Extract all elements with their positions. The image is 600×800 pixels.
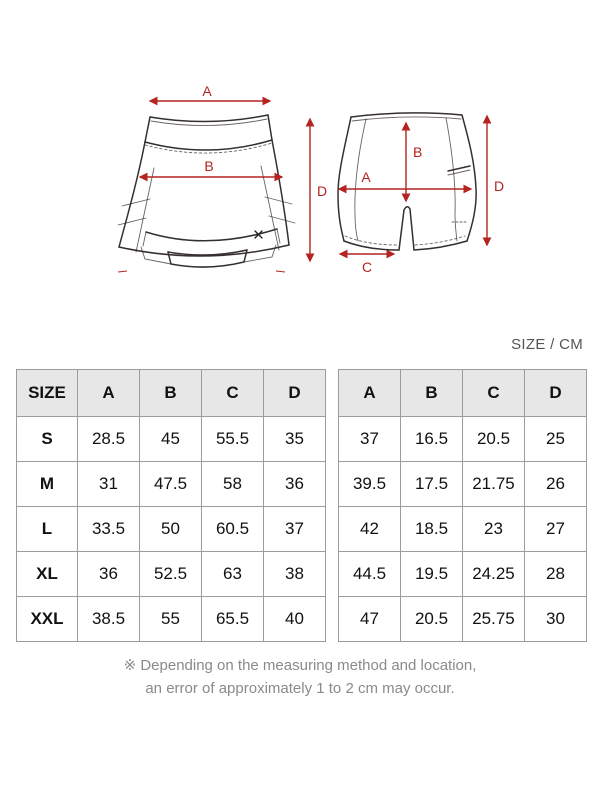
table-cell: 44.5 [339, 552, 401, 597]
table-cell: 35 [264, 417, 326, 462]
column-header-size: SIZE [17, 370, 78, 417]
table-row [339, 462, 587, 507]
table-cell: 47.5 [140, 462, 202, 507]
shorts-sketch [338, 113, 504, 275]
table-cell: 31 [78, 462, 140, 507]
table-row [17, 597, 326, 642]
table-cell: 19.5 [401, 552, 463, 597]
table-cell: 40 [264, 597, 326, 642]
table-row [17, 552, 326, 597]
shorts-label-b: B [413, 144, 423, 160]
table-cell: 39.5 [339, 462, 401, 507]
table-cell: 42 [339, 507, 401, 552]
shorts-size-table [338, 369, 587, 642]
skirt-right-gore-seam [261, 166, 279, 250]
skirt-arrow-c-cutoff [118, 271, 285, 272]
skirt-size-table [16, 369, 326, 642]
table-row [17, 507, 326, 552]
measurement-diagram [0, 0, 600, 330]
table-row [339, 507, 587, 552]
table-cell: 24.25 [463, 552, 525, 597]
column-header-b: B [140, 370, 202, 417]
size-label: M [17, 462, 78, 507]
table-header-row [17, 370, 326, 417]
column-header-b: B [401, 370, 463, 417]
skirt-waistband-top [150, 115, 268, 122]
table-cell: 60.5 [202, 507, 264, 552]
table-row [339, 597, 587, 642]
size-label: XXL [17, 597, 78, 642]
table-cell: 47 [339, 597, 401, 642]
table-cell: 65.5 [202, 597, 264, 642]
table-cell: 21.75 [463, 462, 525, 507]
shorts-waistband-top [351, 113, 462, 117]
skirt-hem-notches [143, 229, 280, 246]
column-header-c: C [202, 370, 264, 417]
table-row [339, 552, 587, 597]
table-cell: 17.5 [401, 462, 463, 507]
table-cell: 55 [140, 597, 202, 642]
column-header-a: A [78, 370, 140, 417]
table-cell: 25.75 [463, 597, 525, 642]
size-label: L [17, 507, 78, 552]
size-label: XL [17, 552, 78, 597]
table-cell: 33.5 [78, 507, 140, 552]
table-cell: 25 [525, 417, 587, 462]
table-cell: 36 [264, 462, 326, 507]
skirt-left-edge [119, 142, 145, 247]
table-cell: 27 [525, 507, 587, 552]
skirt-sketch [118, 83, 327, 272]
table-cell: 20.5 [401, 597, 463, 642]
table-cell: 18.5 [401, 507, 463, 552]
shorts-pocket-opening [448, 166, 470, 171]
table-cell: 52.5 [140, 552, 202, 597]
table-cell: 50 [140, 507, 202, 552]
size-tables [0, 369, 600, 642]
shorts-right-seam [446, 118, 457, 241]
table-cell: 26 [525, 462, 587, 507]
table-cell: 45 [140, 417, 202, 462]
footnote-line-1: ※ Depending on the measuring method and location, [123, 657, 477, 674]
skirt-hem-band-bottom [171, 262, 244, 267]
table-cell: 36 [78, 552, 140, 597]
table-row [339, 417, 587, 462]
skirt-waistband-seam [145, 140, 272, 150]
measurement-disclaimer [0, 654, 600, 700]
column-header-a: A [339, 370, 401, 417]
skirt-right-pleat-lines [265, 197, 295, 223]
table-cell: 30 [525, 597, 587, 642]
skirt-left-pleat-lines [118, 199, 150, 225]
column-header-c: C [463, 370, 525, 417]
table-cell: 38.5 [78, 597, 140, 642]
shorts-waistband-inner [352, 117, 461, 121]
table-cell: 55.5 [202, 417, 264, 462]
table-header-row [339, 370, 587, 417]
shorts-crotch [399, 207, 414, 250]
skirt-label-b: B [204, 158, 214, 174]
table-cell: 28.5 [78, 417, 140, 462]
size-label: S [17, 417, 78, 462]
table-row [17, 462, 326, 507]
skirt-label-d: D [317, 183, 328, 199]
table-cell: 37 [339, 417, 401, 462]
skirt-waistband-right [268, 115, 272, 140]
table-cell: 63 [202, 552, 264, 597]
table-cell: 28 [525, 552, 587, 597]
skirt-waistband-left [145, 117, 150, 142]
footnote-line-2: an error of approximately 1 to 2 cm may occur. [145, 680, 455, 697]
shorts-left-edge [338, 117, 351, 241]
table-row [17, 417, 326, 462]
size-unit-label: SIZE / CM [511, 336, 583, 353]
table-cell: 16.5 [401, 417, 463, 462]
skirt-hem-right-flap [244, 245, 276, 262]
shorts-label-a: A [361, 169, 371, 185]
skirt-label-a: A [202, 83, 212, 99]
table-cell: 37 [264, 507, 326, 552]
skirt-left-gore-seam [136, 168, 154, 252]
table-cell: 20.5 [463, 417, 525, 462]
shorts-label-d: D [494, 178, 505, 194]
column-header-d: D [525, 370, 587, 417]
skirt-hem-left-flap [141, 247, 171, 264]
shorts-left-hem [344, 241, 399, 250]
column-header-d: D [264, 370, 326, 417]
table-cell: 23 [463, 507, 525, 552]
table-cell: 58 [202, 462, 264, 507]
table-cell: 38 [264, 552, 326, 597]
shorts-label-c: C [361, 259, 373, 275]
